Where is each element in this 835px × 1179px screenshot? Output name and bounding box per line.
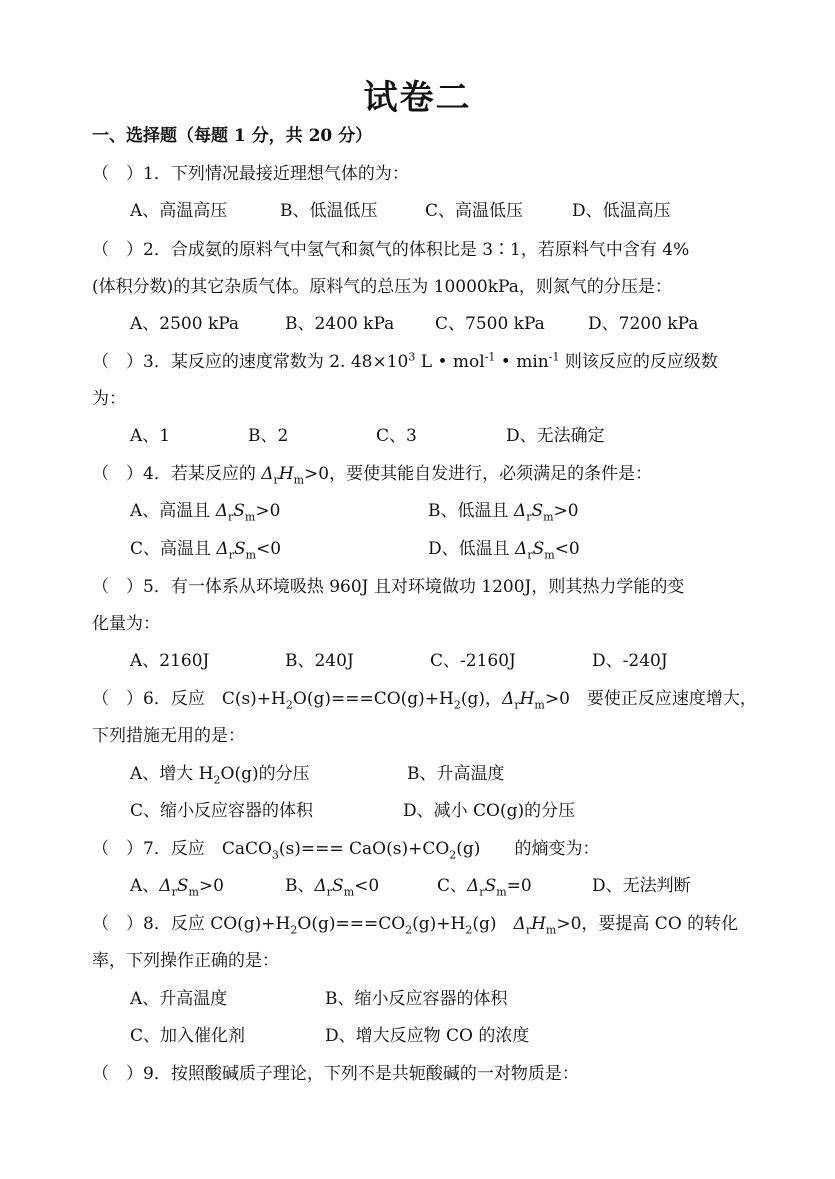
delta-symbol: Δ <box>215 501 228 521</box>
question-3-stem-pre: （ ）3．某反应的速度常数为 2. 48×10 <box>92 352 409 372</box>
question-8-option-c: C、加入催化剂 <box>130 1026 246 1046</box>
question-4-stem <box>92 460 748 488</box>
question-2-option-c: C、7500 kPa <box>435 314 545 334</box>
question-4-option-d-post: <0 <box>554 539 580 559</box>
entropy-symbol: S <box>531 501 544 521</box>
question-2-stem-continued: (体积分数)的其它杂质气体。原料气的总压为 10000kPa，则氮气的分压是： <box>92 277 672 297</box>
question-3-option-d: D、无法确定 <box>506 426 605 446</box>
subscript-r: r <box>525 923 532 937</box>
question-8-stem-mid: O(g)===CO <box>297 914 406 934</box>
question-6-option-c: C、缩小反应容器的体积 <box>130 801 314 821</box>
question-6-stem <box>92 685 757 713</box>
delta-symbol: Δ <box>314 876 327 896</box>
question-7-stem-pre: （ ）7．反应 CaCO <box>92 839 272 859</box>
question-3-exponent-3: -1 <box>548 350 560 364</box>
subscript-2: 2 <box>290 923 298 937</box>
question-4-option-b-pre: B、低温且 <box>428 501 514 521</box>
question-2-option-d: D、7200 kPa <box>588 314 699 334</box>
subscript-2: 2 <box>285 698 293 712</box>
question-7-option-c-post: =0 <box>506 876 532 896</box>
question-6-stem-continued: 下列措施无用的是： <box>92 726 245 746</box>
question-3-stem-continued: 为： <box>92 389 126 409</box>
subscript-2: 2 <box>405 923 413 937</box>
question-4-stem-post: >0，要使其能自发进行，必须满足的条件是： <box>304 464 653 484</box>
question-7-option-d: D、无法判断 <box>592 876 691 896</box>
question-3-stem-mid: L • mol <box>415 352 485 372</box>
question-7-option-c <box>437 872 532 900</box>
delta-symbol: Δ <box>159 876 172 896</box>
question-5-option-c: C、-2160J <box>430 651 516 671</box>
delta-symbol: Δ <box>467 876 480 896</box>
question-7-option-b <box>285 872 379 900</box>
question-4-stem-pre: （ ）4．若某反应的 <box>92 464 262 484</box>
question-1-stem: （ ）1．下列情况最接近理想气体的为： <box>92 164 409 184</box>
subscript-r: r <box>479 885 485 899</box>
subscript-r: r <box>326 885 333 899</box>
question-2-stem: （ ）2．合成氨的原料气中氢气和氮气的体积比是 3∶1，若原料气中含有 4% <box>92 240 690 260</box>
delta-symbol: Δ <box>513 914 526 934</box>
question-7-stem-post: (g) 的熵变为： <box>456 839 600 859</box>
question-8-stem <box>92 910 748 938</box>
delta-symbol: Δ <box>216 539 229 559</box>
subscript-r: r <box>171 885 177 899</box>
subscript-2: 2 <box>453 698 461 712</box>
question-5-option-d: D、-240J <box>592 651 668 671</box>
entropy-symbol: S <box>332 876 344 896</box>
question-7-option-a-pre: A、 <box>130 876 160 896</box>
question-4-r: r <box>273 473 279 487</box>
page-title: 试卷二 <box>363 78 472 118</box>
question-9-stem: （ ）9．按照酸碱质子理论，下列不是共轭酸碱的一对物质是： <box>92 1064 579 1084</box>
subscript-2: 2 <box>213 773 221 787</box>
question-5-stem-continued: 化量为： <box>92 614 160 634</box>
question-6-option-d: D、减小 CO(g)的分压 <box>403 801 576 821</box>
question-4-option-a <box>130 497 280 525</box>
question-6-stem-mid-2: (g)， <box>460 689 503 709</box>
question-6-option-a-pre: A、增大 H <box>130 764 214 784</box>
question-8-stem-mid-3: (g) <box>472 914 514 934</box>
subscript-m: m <box>188 885 199 899</box>
subscript-m: m <box>245 548 257 562</box>
question-4-h: H <box>278 464 294 484</box>
entropy-symbol: S <box>484 876 497 896</box>
question-8-option-a: A、升高温度 <box>130 989 228 1009</box>
enthalpy-symbol: H <box>531 914 546 934</box>
question-3-exponent-2: -1 <box>484 350 496 364</box>
question-6-stem-pre: （ ）6．反应 C(s)+H <box>92 689 286 709</box>
question-1-option-c: C、高温低压 <box>425 201 524 221</box>
subscript-m: m <box>534 698 545 712</box>
question-6-stem-mid: O(g)===CO(g)+H <box>292 689 454 709</box>
question-3-option-a: A、1 <box>130 426 171 446</box>
question-7-option-a <box>130 872 224 900</box>
question-7-option-b-pre: B、 <box>285 876 315 896</box>
delta-symbol: Δ <box>502 689 515 709</box>
question-6-option-a <box>130 760 310 788</box>
entropy-symbol: S <box>233 501 245 521</box>
question-1-option-b: B、低温低压 <box>280 201 378 221</box>
question-8-stem-continued: 率，下列操作正确的是： <box>92 951 279 971</box>
question-4-option-b <box>428 497 579 525</box>
question-4-m: m <box>293 473 305 487</box>
subscript-m: m <box>244 510 256 524</box>
question-4-option-d-pre: D、低温且 <box>428 539 516 559</box>
question-6-option-a-post: O(g)的分压 <box>220 764 310 784</box>
question-5-option-a: A、2160J <box>130 651 210 671</box>
subscript-r: r <box>526 510 532 524</box>
subscript-2: 2 <box>465 923 473 937</box>
question-4-delta: Δ <box>261 464 274 484</box>
entropy-symbol: S <box>176 876 189 896</box>
question-8-stem-pre: （ ）8．反应 CO(g)+H <box>92 914 291 934</box>
question-2-option-a: A、2500 kPa <box>130 314 240 334</box>
question-8-option-d: D、增大反应物 CO 的浓度 <box>325 1026 530 1046</box>
subscript-m: m <box>545 923 557 937</box>
delta-symbol: Δ <box>513 501 527 521</box>
entropy-symbol: S <box>532 539 545 559</box>
question-3-stem-mid-2: • min <box>495 352 549 372</box>
question-7-option-c-pre: C、 <box>437 876 468 896</box>
delta-symbol: Δ <box>515 539 528 559</box>
enthalpy-symbol: H <box>519 689 535 709</box>
section-heading: 一、选择题（每题 1 分，共 20 分） <box>92 126 373 146</box>
question-4-option-c <box>130 535 281 563</box>
question-7-option-a-post: >0 <box>198 876 224 896</box>
subscript-m: m <box>343 885 355 899</box>
question-8-option-b: B、缩小反应容器的体积 <box>325 989 508 1009</box>
question-6-option-b: B、升高温度 <box>407 764 505 784</box>
question-5-option-b: B、240J <box>285 651 354 671</box>
question-3-stem <box>92 348 748 376</box>
question-6-stem-post: >0 要使正反应速度增大， <box>544 689 757 709</box>
question-8-stem-post: >0，要提高 CO 的转化 <box>556 914 739 934</box>
subscript-r: r <box>527 548 533 562</box>
subscript-2: 2 <box>449 848 457 862</box>
question-2-option-b: B、2400 kPa <box>285 314 395 334</box>
question-7-option-b-post: <0 <box>354 876 380 896</box>
question-5-stem: （ ）5．有一体系从环境吸热 960J 且对环境做功 1200J，则其热力学能的变 <box>92 577 685 597</box>
question-3-exponent: 3 <box>408 350 416 364</box>
entropy-symbol: S <box>233 539 246 559</box>
subscript-m: m <box>543 510 554 524</box>
subscript-m: m <box>496 885 507 899</box>
question-4-option-c-post: <0 <box>256 539 282 559</box>
question-4-option-b-post: >0 <box>553 501 579 521</box>
subscript-r: r <box>514 698 520 712</box>
subscript-m: m <box>544 548 555 562</box>
subscript-3: 3 <box>271 848 279 862</box>
question-4-option-c-pre: C、高温且 <box>130 539 217 559</box>
subscript-r: r <box>227 510 234 524</box>
subscript-r: r <box>228 548 234 562</box>
question-7-stem <box>92 835 748 863</box>
question-8-stem-mid-2: (g)+H <box>412 914 466 934</box>
question-1-option-d: D、低温高压 <box>572 201 671 221</box>
question-1-option-a: A、高温高压 <box>130 201 228 221</box>
question-4-option-a-post: >0 <box>255 501 281 521</box>
question-4-option-d <box>428 535 580 563</box>
question-3-option-c: C、3 <box>376 426 417 446</box>
question-3-option-b: B、2 <box>248 426 289 446</box>
question-3-stem-post: 则该反应的反应级数 <box>559 352 718 372</box>
question-4-option-a-pre: A、高温且 <box>130 501 216 521</box>
question-7-stem-mid: (s)=== CaO(s)+CO <box>278 839 450 859</box>
